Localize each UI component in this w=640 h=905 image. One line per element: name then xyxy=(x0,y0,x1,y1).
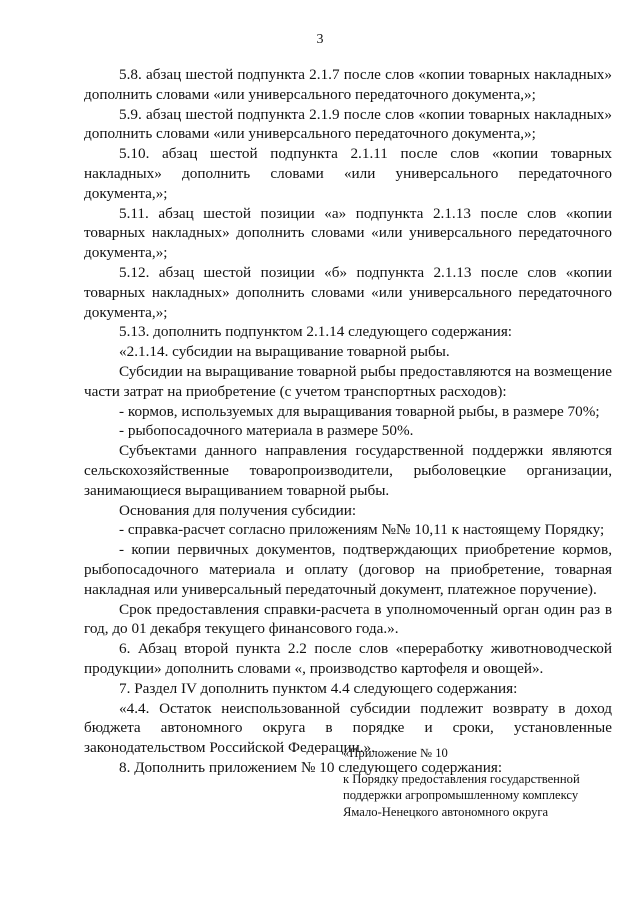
paragraph: 7. Раздел IV дополнить пунктом 4.4 следующего содержания: xyxy=(119,679,518,697)
paragraph: Субсидии на выращивание товарной рыбы предоставляются на возмещение части затрат на приобретение (с учетом транспортных расходов): xyxy=(84,362,612,400)
paragraph: 6. Абзац второй пункта 2.2 после слов «переработку животноводческой продукции» дополнить словами «, производство картофеля и овощей». xyxy=(84,640,612,677)
appendix-header xyxy=(343,745,613,820)
appendix-subtitle-line: поддержки агропромышленному комплексу xyxy=(343,788,579,802)
appendix-title: «Приложение № 10 xyxy=(343,746,448,760)
paragraph: 5.10. абзац шестой подпункта 2.1.11 после слов «копии товарных накладных» дополнить словами «или универсального передаточного документа,»; xyxy=(84,145,612,202)
paragraph: - копии первичных документов, подтверждающих приобретение кормов, рыбопосадочного материала и оплату (договор на приобретение, товарная накладная или универсальный передаточный документ, платежное поручение). xyxy=(84,541,612,598)
paragraph: Срок предоставления справки-расчета в уполномоченный орган один раз в год, до 01 декабря текущего финансового года.». xyxy=(84,600,612,638)
paragraph: Основания для получения субсидии: xyxy=(119,501,357,519)
paragraph: 5.11. абзац шестой позиции «а» подпункта 2.1.13 после слов «копии товарных накладных» дополнить словами «или универсального передаточного документа,»; xyxy=(84,204,612,262)
paragraph: 5.12. абзац шестой позиции «б» подпункта 2.1.13 после слов «копии товарных накладных» дополнить словами «или универсального передаточного документа,»; xyxy=(84,263,612,321)
paragraph: - справка-расчет согласно приложениям №№ 10,11 к настоящему Порядку; xyxy=(119,521,605,539)
paragraph: «4.4. Остаток неиспользованной субсидии подлежит возврату в доход бюджета автономного округа в порядке и сроки, установленные законодательством Российской Федерации.». xyxy=(84,699,612,757)
page-number: 3 xyxy=(316,32,324,47)
document-body xyxy=(84,65,612,778)
appendix-subtitle-line: Ямало-Ненецкого автономного округа xyxy=(343,804,549,819)
paragraph: 5.9. абзац шестой подпункта 2.1.9 после слов «копии товарных накладных» дополнить словами «или универсального передаточного документа,»; xyxy=(84,105,612,143)
paragraph: 5.8. абзац шестой подпункта 2.1.7 после слов «копии товарных накладных» дополнить словами «или универсального передаточного документа,»; xyxy=(84,66,612,103)
paragraph: «2.1.14. субсидии на выращивание товарной рыбы. xyxy=(119,343,450,361)
paragraph: - кормов, используемых для выращивания товарной рыбы, в размере 70%; xyxy=(119,402,600,420)
appendix-subtitle-line: к Порядку предоставления государственной xyxy=(343,771,580,786)
paragraph: Субъектами данного направления государственной поддержки являются сельскохозяйственные товаропроизводители, рыболовецкие организации, занимающиеся выращиванием товарной рыбы. xyxy=(84,442,612,499)
paragraph: 8. Дополнить приложением № 10 следующего содержания: xyxy=(119,758,503,776)
paragraph: - рыбопосадочного материала в размере 50%. xyxy=(119,422,414,440)
paragraph: 5.13. дополнить подпунктом 2.1.14 следующего содержания: xyxy=(119,323,513,341)
